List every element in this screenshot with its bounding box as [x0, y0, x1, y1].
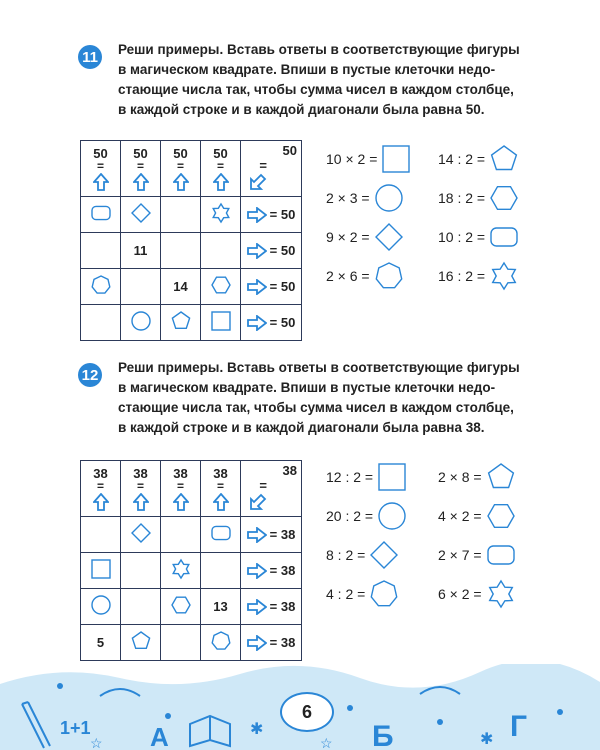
column-sum-cell: 50 = [161, 141, 201, 197]
grid-cell[interactable] [161, 589, 201, 625]
grid-cell[interactable] [201, 625, 241, 661]
heptagon-icon [210, 630, 232, 652]
arrow-up-icon [133, 493, 149, 511]
magic-square-grid [80, 460, 302, 661]
heptagon-icon [374, 261, 404, 291]
grid-cell[interactable] [121, 589, 161, 625]
star-decoration: ✱ [250, 721, 264, 738]
task-number-badge: 12 [78, 363, 102, 387]
column-sum-cell: 38 = [161, 461, 201, 517]
diamond-icon [130, 202, 152, 224]
example-right: 2 × 8 = [438, 462, 516, 492]
pentagon-icon [486, 462, 516, 492]
svg-text:Г: Г [510, 710, 528, 743]
column-sum-cell: 38 = [81, 461, 121, 517]
task-number-badge: 11 [78, 45, 102, 69]
rounded-icon [210, 522, 232, 544]
circle-icon [130, 310, 152, 332]
arrow-diagonal-icon [249, 173, 267, 191]
grid-cell[interactable] [201, 269, 241, 305]
column-sum-cell: 50 = [121, 141, 161, 197]
row-sum-cell: = 38 [241, 589, 302, 625]
grid-row [81, 553, 302, 589]
example-right: 10 : 2 = [438, 222, 519, 252]
grid-cell[interactable] [81, 197, 121, 233]
grid-row [81, 305, 302, 341]
row-sum-cell: = 50 [241, 197, 302, 233]
arrow-up-icon [133, 173, 149, 191]
heptagon-icon [369, 579, 399, 609]
example-right: 18 : 2 = [438, 183, 519, 213]
hexagon-icon [210, 274, 232, 296]
grid-cell[interactable] [161, 517, 201, 553]
column-sum-cell: 50 = [81, 141, 121, 197]
grid-cell[interactable] [201, 305, 241, 341]
arrow-right-icon [247, 243, 267, 259]
hexagon-icon [170, 594, 192, 616]
arrow-right-icon [247, 527, 267, 543]
example-left: 20 : 2 = [326, 501, 407, 531]
diagonal-sum-cell: 50 = [241, 141, 302, 197]
svg-text:✱: ✱ [480, 731, 494, 748]
diamond-icon [374, 222, 404, 252]
arrow-up-icon [213, 493, 229, 511]
grid-cell[interactable] [201, 197, 241, 233]
arrow-diagonal-icon [249, 493, 267, 511]
pentagon-icon [130, 630, 152, 652]
grid-row [81, 197, 302, 233]
arrow-right-icon [247, 279, 267, 295]
grid-cell[interactable] [81, 553, 121, 589]
example-left: 2 × 3 = [326, 183, 404, 213]
square-icon [210, 310, 232, 332]
grid-row [81, 233, 302, 269]
grid-cell[interactable] [81, 305, 121, 341]
task-instruction: Реши примеры. Вставь ответы в соответствующие фигуры в магическом квадрате. Впиши в пустые клеточки недо- стающие числа так, чтобы сумма чисел в каждом столбце, в каждой строке и в каждой диагонали была равна 38. [118, 360, 520, 435]
arrow-up-icon [173, 493, 189, 511]
circle-icon [377, 501, 407, 531]
hexagon-icon [486, 501, 516, 531]
grid-cell[interactable] [161, 305, 201, 341]
task-instruction: Реши примеры. Вставь ответы в соответствующие фигуры в магическом квадрате. Впиши в пустые клеточки недо- стающие числа так, чтобы сумма чисел в каждом столбце, в каждой строке и в каждой диагонали была равна 50. [118, 42, 520, 117]
grid-row [81, 517, 302, 553]
grid-cell[interactable]: 13 [201, 589, 241, 625]
example-right: 4 × 2 = [438, 501, 516, 531]
grid-cell[interactable]: 5 [81, 625, 121, 661]
arrow-right-icon [247, 315, 267, 331]
arrow-right-icon [247, 563, 267, 579]
grid-row [81, 589, 302, 625]
example-left: 12 : 2 = [326, 462, 407, 492]
arrow-up-icon [93, 493, 109, 511]
pentagon-icon [489, 144, 519, 174]
page-number: 6 [280, 692, 334, 732]
row-sum-cell: = 38 [241, 517, 302, 553]
grid-cell[interactable] [201, 233, 241, 269]
grid-row [81, 269, 302, 305]
square-icon [381, 144, 411, 174]
rounded-icon [486, 540, 516, 570]
svg-text:☆: ☆ [320, 735, 333, 750]
example-right: 6 × 2 = [438, 579, 516, 609]
circle-icon [374, 183, 404, 213]
grid-cell[interactable] [121, 305, 161, 341]
column-sum-cell: 38 = [201, 461, 241, 517]
grid-cell[interactable] [81, 269, 121, 305]
grid-cell[interactable] [81, 517, 121, 553]
row-sum-cell: = 38 [241, 625, 302, 661]
square-icon [377, 462, 407, 492]
hexagon-icon [489, 183, 519, 213]
row-sum-cell: = 50 [241, 233, 302, 269]
grid-row [81, 625, 302, 661]
rounded-icon [90, 202, 112, 224]
grid-cell[interactable] [161, 625, 201, 661]
arrow-right-icon [247, 207, 267, 223]
grid-cell[interactable] [201, 553, 241, 589]
star-icon [170, 558, 192, 580]
grid-header-row [81, 461, 302, 517]
grid-cell[interactable] [81, 589, 121, 625]
heptagon-icon [90, 274, 112, 296]
column-sum-cell: 50 = [201, 141, 241, 197]
grid-cell[interactable]: 11 [121, 233, 161, 269]
grid-cell[interactable] [121, 625, 161, 661]
example-left: 4 : 2 = [326, 579, 399, 609]
diagonal-sum-cell: 38 = [241, 461, 302, 517]
grid-cell[interactable] [121, 517, 161, 553]
pentagon-icon [170, 310, 192, 332]
svg-text:☆: ☆ [90, 735, 103, 750]
arrow-right-icon [247, 599, 267, 615]
example-left: 9 × 2 = [326, 222, 404, 252]
star-icon [210, 202, 232, 224]
arrow-up-icon [213, 173, 229, 191]
magic-square-grid [80, 140, 302, 341]
star-icon [486, 579, 516, 609]
row-sum-cell: = 50 [241, 305, 302, 341]
grid-cell[interactable] [121, 197, 161, 233]
column-sum-cell: 38 = [121, 461, 161, 517]
grid-cell[interactable] [81, 233, 121, 269]
grid-cell[interactable] [201, 517, 241, 553]
diamond-icon [369, 540, 399, 570]
row-sum-cell: = 38 [241, 553, 302, 589]
example-right: 16 : 2 = [438, 261, 519, 291]
row-sum-cell: = 50 [241, 269, 302, 305]
star-icon [489, 261, 519, 291]
svg-text:1+1: 1+1 [60, 718, 91, 738]
circle-icon [90, 594, 112, 616]
svg-text:Б: Б [372, 720, 394, 750]
grid-cell[interactable] [161, 553, 201, 589]
arrow-right-icon [247, 635, 267, 651]
grid-header-row [81, 141, 302, 197]
arrow-up-icon [93, 173, 109, 191]
example-right: 2 × 7 = [438, 540, 516, 570]
example-left: 8 : 2 = [326, 540, 399, 570]
grid-cell[interactable] [161, 197, 201, 233]
arrow-up-icon [173, 173, 189, 191]
rounded-icon [489, 222, 519, 252]
example-right: 14 : 2 = [438, 144, 519, 174]
example-left: 10 × 2 = [326, 144, 411, 174]
diamond-icon [130, 522, 152, 544]
grid-cell[interactable]: 14 [161, 269, 201, 305]
example-left: 2 × 6 = [326, 261, 404, 291]
svg-text:A: A [150, 722, 169, 750]
square-icon [90, 558, 112, 580]
grid-cell[interactable] [161, 233, 201, 269]
grid-cell[interactable] [121, 269, 161, 305]
grid-cell[interactable] [121, 553, 161, 589]
